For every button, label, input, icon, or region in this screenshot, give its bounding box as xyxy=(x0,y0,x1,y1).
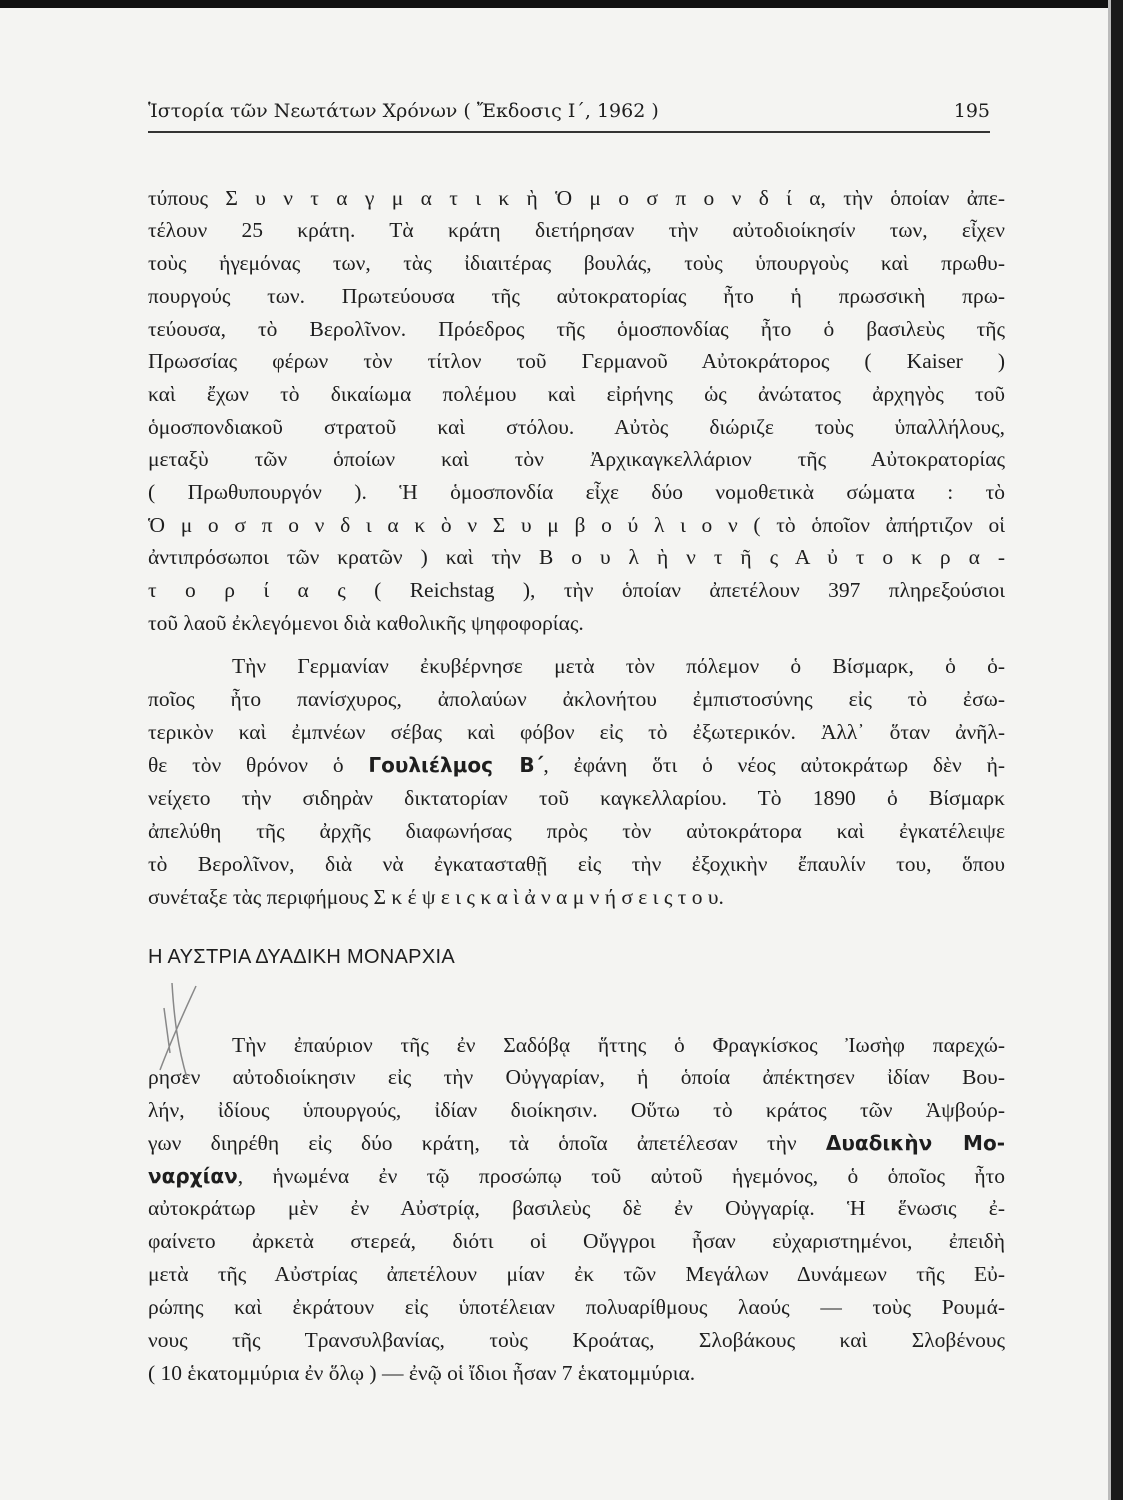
text-run: συνέταξε τὰς περιφήμους Σ κ έ ψ ε ι ς κ α ὶ ἀ ν α μ ν ή σ ε ι ς τ ο υ. xyxy=(148,885,724,909)
text-line xyxy=(148,1030,1005,1060)
text-line xyxy=(148,816,1005,846)
header-rule xyxy=(148,131,990,133)
text-run: τ ο ρ ί α ς ( Reichstag ), τὴν ὁποίαν ἀπετέλουν 397 πληρεξούσιοι xyxy=(148,578,1005,602)
scan-right-border xyxy=(1111,0,1123,1500)
text-run: γων διηρέθη εἰς δύο κράτη, τὰ ὁποῖα ἀπετέλεσαν τὴν xyxy=(148,1131,826,1155)
text-run: Ὁ μ ο σ π ο ν δ ι α κ ὸ ν Σ υ μ β ο ύ λ ι ο ν ( τὸ ὁποῖον ἀπήρτιζον οἱ xyxy=(148,513,1005,537)
text-line xyxy=(148,510,1005,540)
text-run: ἀπελύθη τῆς ἀρχῆς διαφωνήσας πρὸς τὸν αὐτοκράτορα καὶ ἐγκατέλειψε xyxy=(148,819,1005,843)
text-line xyxy=(148,379,1005,409)
text-line xyxy=(148,1193,1005,1223)
text-run: λήν, ἰδίους ὑπουργούς, ἰδίαν διοίκησιν. Οὕτω τὸ κράτος τῶν Ἁψβούρ- xyxy=(148,1098,1005,1122)
text-line xyxy=(148,849,1005,879)
text-line xyxy=(148,717,1005,747)
text-line xyxy=(148,684,1005,714)
text-run: ρησεν αὐτοδιοίκησιν εἰς τὴν Οὐγγαρίαν, ἡ ὁποία ἀπέκτησεν ἰδίαν Βου- xyxy=(148,1065,1005,1089)
text-line xyxy=(148,882,1005,912)
text-line xyxy=(148,1325,1005,1355)
text-line xyxy=(148,575,1005,605)
text-run: ρώπης καὶ ἐκράτουν εἰς ὑποτέλειαν πολυαρίθμους λαούς — τοὺς Ρουμά- xyxy=(148,1295,1005,1319)
text-run: φαίνετο ἀρκετὰ στερεά, διότι οἱ Οὔγγροι ἦσαν εὐχαριστημένοι, ἐπειδὴ xyxy=(148,1229,1005,1253)
text-run: αὐτοκράτωρ μὲν ἐν Αὐστρίᾳ, βασιλεὺς δὲ ἐν Οὐγγαρίᾳ. Ἡ ἕνωσις ἐ- xyxy=(148,1196,1005,1220)
running-header xyxy=(148,100,990,126)
text-run: τεύουσα, τὸ Βερολῖνον. Πρόεδρος τῆς ὁμοσπονδίας ἦτο ὁ βασιλεὺς τῆς xyxy=(148,317,1005,341)
text-run: τοῦ λαοῦ ἐκλεγόμενοι διὰ καθολικῆς ψηφοφορίας. xyxy=(148,611,584,635)
pencil-x-mark-icon xyxy=(152,978,202,1088)
page-number: 195 xyxy=(953,100,990,122)
text-run: μετὰ τῆς Αὐστρίας ἀπετέλουν μίαν ἐκ τῶν Μεγάλων Δυνάμεων τῆς Εὐ- xyxy=(148,1262,1005,1286)
text-line xyxy=(148,1062,1005,1092)
text-run: νείχετο τὴν σιδηρὰν δικτατορίαν τοῦ καγκελλαρίου. Τὸ 1890 ὁ Βίσμαρκ xyxy=(148,786,1005,810)
text-line xyxy=(148,750,1005,780)
text-run: ( 10 ἑκατομμύρια ἐν ὅλῳ ) — ἐνῷ οἱ ἴδιοι ἦσαν 7 ἑκατομμύρια. xyxy=(148,1361,696,1385)
text-run: καὶ ἔχων τὸ δικαίωμα πολέμου καὶ εἰρήνης ὡς ἀνώτατος ἀρχηγὸς τοῦ xyxy=(148,382,1005,406)
text-line xyxy=(148,444,1005,474)
text-line xyxy=(148,346,1005,376)
text-line xyxy=(148,608,1005,638)
text-run: τέλουν 25 κράτη. Τὰ κράτη διετήρησαν τὴν αὐτοδιοίκησίν των, εἶχεν xyxy=(148,218,1005,242)
text-line xyxy=(148,1128,1005,1158)
text-run: ( Πρωθυπουργόν ). Ἡ ὁμοσπονδία εἶχε δύο νομοθετικὰ σώματα : τὸ xyxy=(148,480,1005,504)
text-run: τοὺς ἡγεμόνας των, τὰς ἰδιαιτέρας βουλάς, τοὺς ὑπουργοὺς καὶ πρωθυ- xyxy=(148,251,1005,275)
scan-top-border xyxy=(0,0,1123,8)
text-line xyxy=(148,183,1005,213)
text-line xyxy=(148,783,1005,813)
text-line xyxy=(148,1358,1005,1388)
text-run: ὁμοσπονδιακοῦ στρατοῦ καὶ στόλου. Αὐτὸς διώριζε τοὺς ὑπαλλήλους, xyxy=(148,415,1005,439)
section-heading: Η ΑΥΣΤΡΙΑ ΔΥΑΔΙΚΗ ΜΟΝΑΡΧΙΑ xyxy=(148,946,455,968)
text-line xyxy=(148,314,1005,344)
text-line xyxy=(148,1292,1005,1322)
text-line xyxy=(148,651,1005,681)
text-line xyxy=(148,477,1005,507)
text-run: μεταξὺ τῶν ὁποίων καὶ τὸν Ἀρχικαγκελλάριον τῆς Αὐτοκρατορίας xyxy=(148,447,1005,471)
text-line xyxy=(148,1095,1005,1125)
text-run: νους τῆς Τρανσυλβανίας, τοὺς Κροάτας, Σλοβάκους καὶ Σλοβένους xyxy=(148,1328,1005,1352)
text-line xyxy=(148,1161,1005,1191)
text-run: Τὴν Γερμανίαν ἐκυβέρνησε μετὰ τὸν πόλεμον ὁ Βίσμαρκ, ὁ ὁ- xyxy=(232,654,1005,678)
text-run: τερικὸν καὶ ἐμπνέων σέβας καὶ φόβον εἰς τὸ ἐξωτερικόν. Ἀλλ᾽ ὅταν ἀνῆλ- xyxy=(148,720,1005,744)
text-run: ἀντιπρόσωποι τῶν κρατῶν ) καὶ τὴν Β ο υ λ ὴ ν τ ῆ ς Α ὐ τ ο κ ρ α - xyxy=(148,545,1005,569)
text-line xyxy=(148,542,1005,572)
text-line xyxy=(148,215,1005,245)
bold-term: Δυαδικὴν Μο- xyxy=(825,1131,1005,1155)
text-line xyxy=(148,248,1005,278)
text-line xyxy=(148,1226,1005,1256)
text-run: θε τὸν θρόνον ὁ xyxy=(148,753,369,777)
text-run: , ἡνωμένα ἐν τῷ προσώπῳ τοῦ αὐτοῦ ἡγεμόνος, ὁ ὁποῖος ἦτο xyxy=(237,1164,1005,1188)
text-line xyxy=(148,1259,1005,1289)
text-run: Πρωσσίας φέρων τὸν τίτλον τοῦ Γερμανοῦ Αὐτοκράτορος ( Kaiser ) xyxy=(148,349,1005,373)
bold-term: ναρχίαν xyxy=(148,1164,238,1188)
text-run: Τὴν ἐπαύριον τῆς ἐν Σαδόβᾳ ἥττης ὁ Φραγκίσκος Ἰωσὴφ παρεχώ- xyxy=(232,1033,1005,1057)
text-run: τύπους Σ υ ν τ α γ μ α τ ι κ ὴ Ὁ μ ο σ π ο ν δ ί α, τὴν ὁποίαν ἀπε- xyxy=(148,186,1005,210)
text-run: πουργούς των. Πρωτεύουσα τῆς αὐτοκρατορίας ἦτο ἡ πρωσσικὴ πρω- xyxy=(148,284,1005,308)
text-line xyxy=(148,412,1005,442)
bold-term: Γουλιέλμος Β΄ xyxy=(368,753,544,777)
text-run: τὸ Βερολῖνον, διὰ νὰ ἐγκατασταθῇ εἰς τὴν ἐξοχικὴν ἔπαυλίν του, ὅπου xyxy=(148,852,1005,876)
text-run: ποῖος ἦτο πανίσχυρος, ἀπολαύων ἀκλονήτου ἐμπιστοσύνης εἰς τὸ ἐσω- xyxy=(148,687,1005,711)
running-title: Ἱστορία τῶν Νεωτάτων Χρόνων ( Ἔκδοσις Ι΄, 1962 ) xyxy=(148,100,659,122)
text-run: , ἐφάνη ὅτι ὁ νέος αὐτοκράτωρ δὲν ἠ- xyxy=(543,753,1005,777)
text-line xyxy=(148,281,1005,311)
